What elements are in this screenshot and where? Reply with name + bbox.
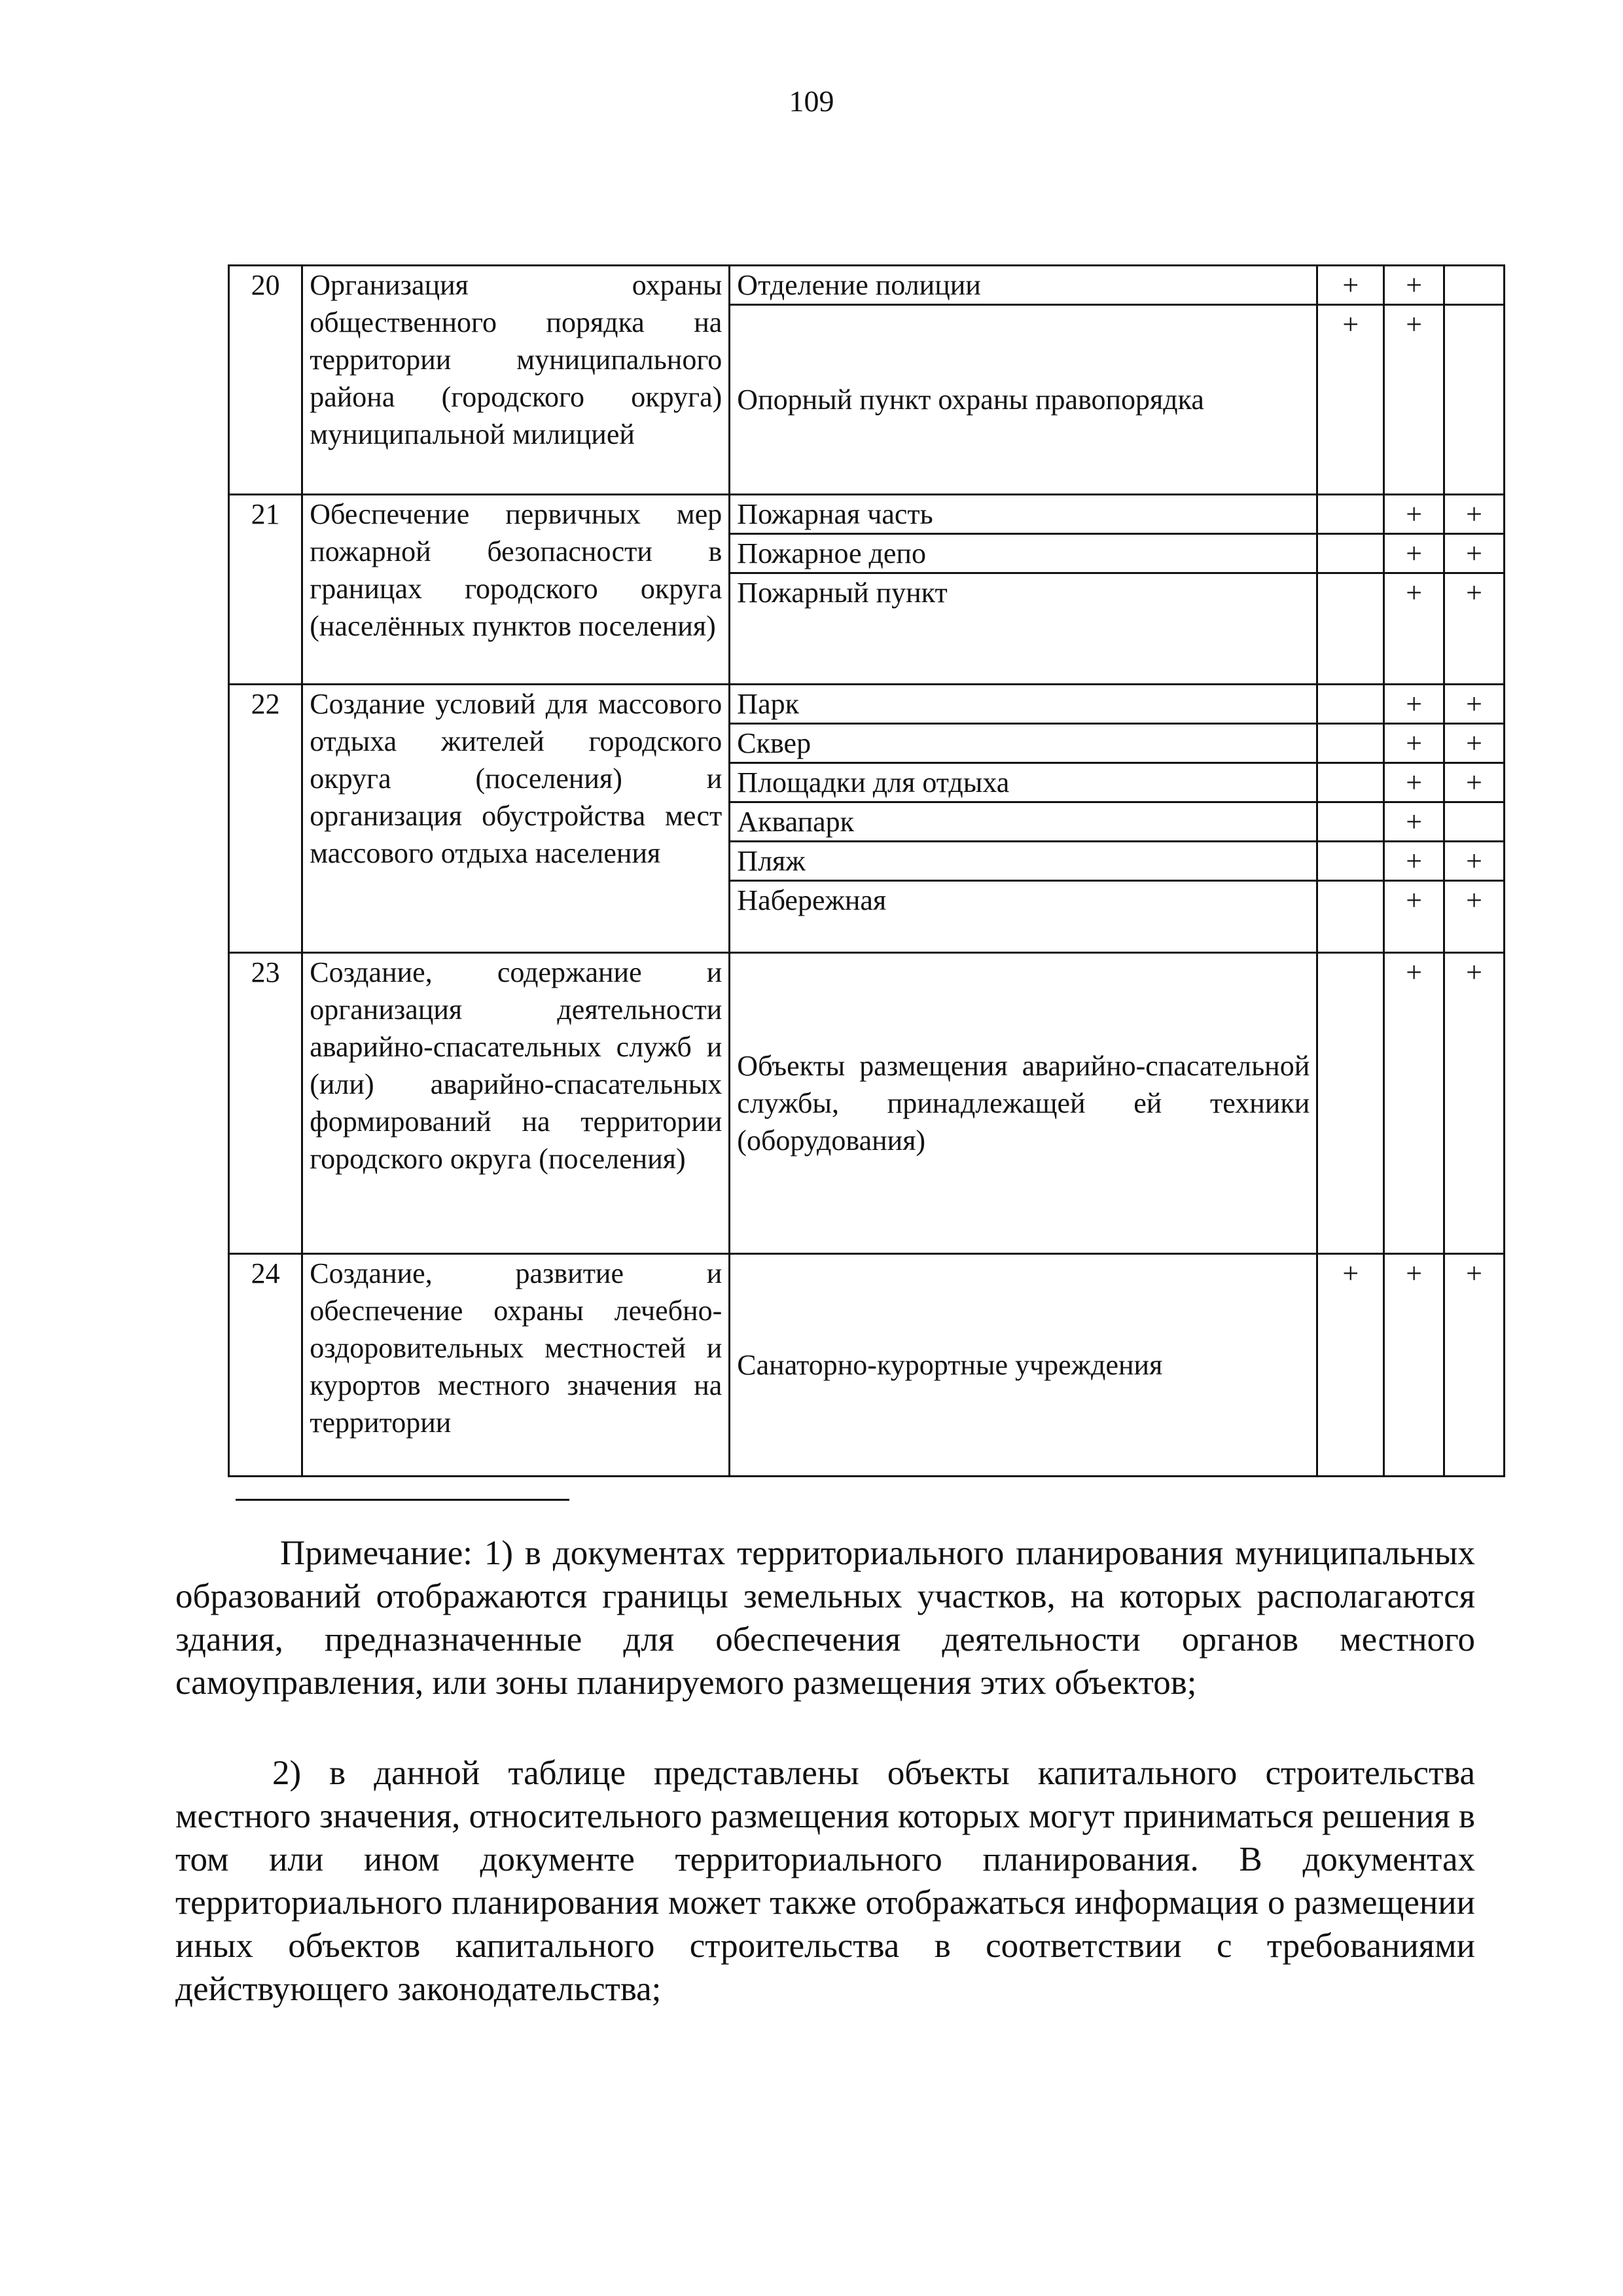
mark-cell: + <box>1384 881 1444 953</box>
mark-cell: + <box>1444 953 1505 1254</box>
mark-cell: + <box>1384 305 1444 495</box>
mark-cell <box>1317 495 1384 534</box>
mark-cell: + <box>1444 763 1505 802</box>
mark-cell: + <box>1444 724 1505 763</box>
row-number: 23 <box>229 953 302 1254</box>
objects-table <box>228 264 1505 1477</box>
mark-cell: + <box>1384 534 1444 573</box>
mark-cell <box>1317 573 1384 685</box>
mark-cell <box>1317 763 1384 802</box>
row-number: 22 <box>229 685 302 953</box>
function-description: Обеспечение первичных мер пожарной безопасности в границах городского округа (населённых пунктов поселения) <box>302 495 730 685</box>
mark-cell: + <box>1384 573 1444 685</box>
table-row <box>229 685 1505 724</box>
mark-cell <box>1444 802 1505 842</box>
page-number: 109 <box>789 84 834 118</box>
note-paragraph-2: 2) в данной таблице представлены объекты капитального строительства местного значения, относительного размещения которых могут приниматься решения в том или ином документе территориального планирования. В документах территориального планирования может также отображаться информация о размещении иных объектов капитального строительства в соответствии с требованиями действующего законодательства; <box>175 1754 1475 2008</box>
object-name: Площадки для отдыха <box>730 763 1317 802</box>
object-name: Пожарная часть <box>730 495 1317 534</box>
mark-cell <box>1317 953 1384 1254</box>
mark-cell: + <box>1384 842 1444 881</box>
table-row <box>229 266 1505 305</box>
mark-cell: + <box>1384 495 1444 534</box>
mark-cell: + <box>1384 1254 1444 1477</box>
mark-cell: + <box>1444 881 1505 953</box>
object-name: Набережная <box>730 881 1317 953</box>
object-name: Отделение полиции <box>730 266 1317 305</box>
row-number: 21 <box>229 495 302 685</box>
object-name: Пожарное депо <box>730 534 1317 573</box>
mark-cell: + <box>1444 685 1505 724</box>
object-name: Аквапарк <box>730 802 1317 842</box>
mark-cell: + <box>1384 802 1444 842</box>
object-name: Сквер <box>730 724 1317 763</box>
function-description: Создание, развитие и обеспечение охраны лечебно-оздоровительных местностей и курортов местного значения на территории <box>302 1254 730 1477</box>
mark-cell: + <box>1384 266 1444 305</box>
mark-cell <box>1317 685 1384 724</box>
mark-cell: + <box>1444 495 1505 534</box>
mark-cell: + <box>1444 1254 1505 1477</box>
footnote-separator <box>236 1499 569 1501</box>
object-name: Санаторно-курортные учреждения <box>730 1254 1317 1477</box>
function-description: Организация охраны общественного порядка на территории муниципального района (городского округа) муниципальной милицией <box>302 266 730 495</box>
mark-cell <box>1444 305 1505 495</box>
table-row <box>229 953 1505 1254</box>
mark-cell: + <box>1444 842 1505 881</box>
mark-cell <box>1317 724 1384 763</box>
mark-cell <box>1317 802 1384 842</box>
function-description: Создание условий для массового отдыха жителей городского округа (поселения) и организация обустройства мест массового отдыха населения <box>302 685 730 953</box>
mark-cell <box>1317 881 1384 953</box>
object-name: Пожарный пункт <box>730 573 1317 685</box>
function-description: Создание, содержание и организация деятельности аварийно-спасательных служб и (или) аварийно-спасательных формирований на территории городского округа (поселения) <box>302 953 730 1254</box>
mark-cell: + <box>1444 573 1505 685</box>
object-name: Опорный пункт охраны правопорядка <box>730 305 1317 495</box>
mark-cell <box>1444 266 1505 305</box>
table-row <box>229 1254 1505 1477</box>
mark-cell: + <box>1444 534 1505 573</box>
object-name: Пляж <box>730 842 1317 881</box>
note-paragraph-1: Примечание: 1) в документах территориального планирования муниципальных образований отображаются границы земельных участков, на которых располагаются здания, предназначенные для обеспечения деятельности органов местного самоуправления, или зоны планируемого размещения этих объектов; <box>175 1534 1475 1702</box>
object-name: Объекты размещения аварийно-спасательной службы, принадлежащей ей техники (оборудования) <box>730 953 1317 1254</box>
mark-cell: + <box>1384 724 1444 763</box>
mark-cell <box>1317 842 1384 881</box>
row-number: 20 <box>229 266 302 495</box>
object-name: Парк <box>730 685 1317 724</box>
table-row <box>229 495 1505 534</box>
mark-cell: + <box>1317 1254 1384 1477</box>
mark-cell: + <box>1384 763 1444 802</box>
mark-cell: + <box>1384 685 1444 724</box>
mark-cell: + <box>1317 266 1384 305</box>
mark-cell <box>1317 534 1384 573</box>
row-number: 24 <box>229 1254 302 1477</box>
mark-cell: + <box>1384 953 1444 1254</box>
mark-cell: + <box>1317 305 1384 495</box>
